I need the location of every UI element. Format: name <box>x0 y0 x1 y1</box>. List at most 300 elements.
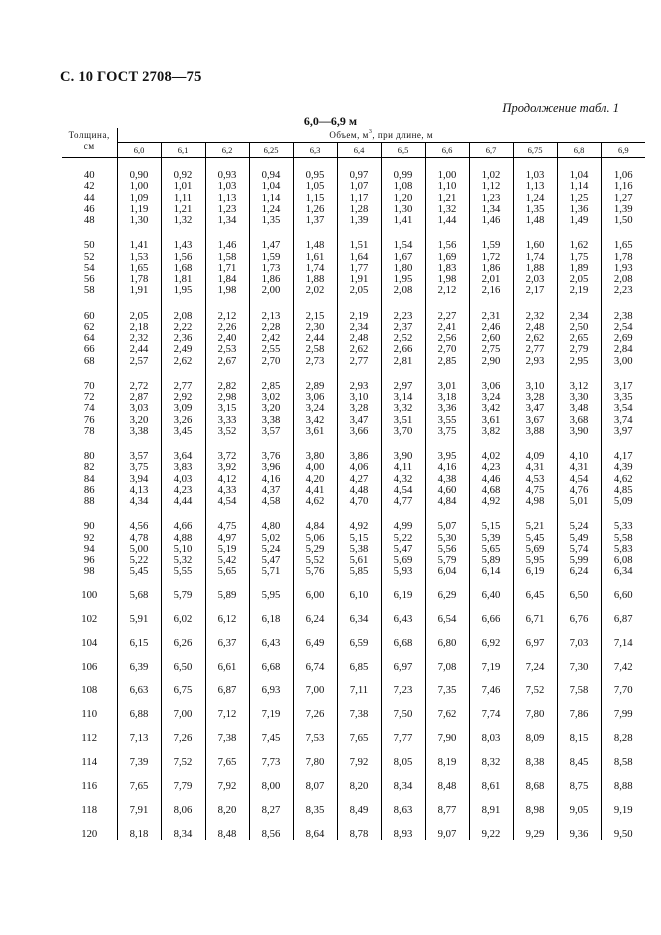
volume-cell: 9,07 <box>425 816 469 840</box>
volume-cell: 6,45 <box>513 578 557 602</box>
volume-cell: 2,77 <box>161 367 205 392</box>
volume-cell: 4,80 <box>249 507 293 532</box>
volume-cell: 4,98 <box>513 496 557 507</box>
volume-cell: 1,88 <box>293 274 337 285</box>
volume-cell: 6,85 <box>337 649 381 673</box>
volume-cell: 8,49 <box>337 792 381 816</box>
volume-cell: 4,31 <box>557 462 601 473</box>
volume-cell: 4,62 <box>293 496 337 507</box>
volume-cell: 1,80 <box>381 263 425 274</box>
volume-cell: 3,00 <box>601 356 645 367</box>
volume-cell: 1,74 <box>513 252 557 263</box>
volume-cell: 7,46 <box>469 673 513 697</box>
table-row <box>62 721 645 745</box>
volume-cell: 2,01 <box>469 274 513 285</box>
volume-cell: 4,02 <box>469 437 513 462</box>
volume-cell: 1,47 <box>249 226 293 251</box>
thickness-cell: 98 <box>62 566 117 577</box>
volume-cell: 1,86 <box>249 274 293 285</box>
table-row <box>62 158 645 182</box>
table-row <box>62 226 645 251</box>
volume-cell: 6,43 <box>381 601 425 625</box>
volume-cell: 1,21 <box>161 204 205 215</box>
volume-cell: 8,09 <box>513 721 557 745</box>
volume-cell: 3,10 <box>337 392 381 403</box>
volume-cell: 1,89 <box>557 263 601 274</box>
volume-cell: 6,43 <box>249 625 293 649</box>
volume-cell: 6,71 <box>513 601 557 625</box>
volume-cell: 6,76 <box>557 601 601 625</box>
volume-cell: 8,27 <box>249 792 293 816</box>
volume-cell: 2,54 <box>601 322 645 333</box>
volume-cell: 5,99 <box>557 555 601 566</box>
volume-cell: 8,48 <box>205 816 249 840</box>
volume-cell: 6,59 <box>337 625 381 649</box>
volume-cell: 1,15 <box>293 193 337 204</box>
volume-cell: 5,38 <box>337 544 381 555</box>
volume-cell: 3,15 <box>205 403 249 414</box>
volume-cell: 3,74 <box>601 415 645 426</box>
volume-cell: 3,97 <box>601 426 645 437</box>
volume-cell: 1,41 <box>129 239 149 252</box>
volume-cell: 4,85 <box>601 485 645 496</box>
length-header-cell: 6,3 <box>293 143 337 158</box>
thickness-cell: 40 <box>62 158 117 182</box>
volume-cell: 1,68 <box>161 263 205 274</box>
volume-header: Объем, $м^3$, при длине, м <box>117 128 645 143</box>
volume-cell: 2,65 <box>557 333 601 344</box>
volume-cell: 1,67 <box>381 252 425 263</box>
volume-cell: 6,75 <box>161 673 205 697</box>
volume-cell: 5,68 <box>129 589 149 602</box>
length-header-row <box>62 143 645 158</box>
volume-cell: 1,30 <box>381 204 425 215</box>
volume-cell: 1,71 <box>205 263 249 274</box>
volume-cell: 1,77 <box>337 263 381 274</box>
volume-cell: 1,32 <box>425 204 469 215</box>
volume-cell: 8,61 <box>469 768 513 792</box>
volume-cell: 9,36 <box>557 816 601 840</box>
volume-cell: 2,56 <box>425 333 469 344</box>
volume-cell: 4,32 <box>381 474 425 485</box>
volume-cell: 7,38 <box>337 697 381 721</box>
volume-cell: 3,32 <box>381 403 425 414</box>
volume-cell: 4,38 <box>425 474 469 485</box>
volume-cell: 1,65 <box>129 261 149 274</box>
volume-cell: 1,56 <box>425 226 469 251</box>
volume-cell: 5,09 <box>601 496 645 507</box>
thickness-header-label: Толщина, <box>68 130 110 140</box>
volume-cell: 7,08 <box>425 649 469 673</box>
volume-cell: 2,49 <box>161 344 205 355</box>
volume-cell: 3,96 <box>249 462 293 473</box>
volume-cell: 2,67 <box>205 356 249 367</box>
volume-cell: 4,75 <box>513 485 557 496</box>
volume-cell: 5,52 <box>293 555 337 566</box>
volume-cell: 1,48 <box>513 215 557 226</box>
volume-cell: 8,64 <box>293 816 337 840</box>
volume-cell: 7,26 <box>161 721 205 745</box>
volume-cell: 6,87 <box>205 673 249 697</box>
length-header-cell: 6,0 <box>117 143 161 158</box>
volume-cell: 8,18 <box>129 827 149 840</box>
table-row <box>62 566 645 577</box>
thickness-cell: 92 <box>62 533 117 544</box>
volume-cell: 2,60 <box>469 333 513 344</box>
volume-cell: 1,69 <box>425 252 469 263</box>
volume-cell: 2,08 <box>381 285 425 296</box>
thickness-cell: 80 <box>62 437 117 462</box>
volume-cell: 1,00 <box>129 180 149 193</box>
volume-cell: 6,10 <box>337 578 381 602</box>
volume-cell: 1,72 <box>469 252 513 263</box>
volume-cell: 1,12 <box>469 181 513 192</box>
table-body <box>62 158 645 840</box>
volume-cell: 4,60 <box>425 485 469 496</box>
volume-cell: 3,75 <box>129 461 149 474</box>
volume-cell: 1,73 <box>249 263 293 274</box>
volume-cell: 1,14 <box>249 193 293 204</box>
volume-cell: 2,12 <box>205 297 249 322</box>
table-row <box>62 215 645 226</box>
volume-cell: 7,13 <box>129 732 149 745</box>
volume-cell: 3,47 <box>337 415 381 426</box>
volume-cell: 5,45 <box>129 565 149 578</box>
volume-cell: 3,57 <box>129 450 149 462</box>
volume-cell: 2,18 <box>129 320 149 333</box>
volume-cell: 1,23 <box>469 193 513 204</box>
volume-cell: 7,77 <box>381 721 425 745</box>
volume-cell: 5,22 <box>381 533 425 544</box>
volume-cell: 4,97 <box>205 533 249 544</box>
volume-cell: 2,05 <box>129 309 149 322</box>
thickness-cell: 76 <box>62 415 117 426</box>
volume-cell: 6,87 <box>601 601 645 625</box>
volume-cell: 2,84 <box>601 344 645 355</box>
volume-cell: 3,76 <box>249 437 293 462</box>
volume-cell: 1,30 <box>129 214 149 226</box>
table-row <box>62 426 645 437</box>
page-header: С. 10 ГОСТ 2708—75 <box>60 69 202 85</box>
volume-cell: 8,91 <box>469 792 513 816</box>
length-header-cell: 6,2 <box>205 143 249 158</box>
volume-cell: 6,04 <box>425 566 469 577</box>
volume-cell: 1,13 <box>205 193 249 204</box>
volume-cell: 5,22 <box>129 554 149 566</box>
volume-cell: 1,81 <box>161 274 205 285</box>
volume-cell: 3,35 <box>601 392 645 403</box>
volume-cell: 2,53 <box>205 344 249 355</box>
volume-cell: 5,56 <box>425 544 469 555</box>
volume-cell: 2,73 <box>293 356 337 367</box>
volume-cell: 2,50 <box>557 322 601 333</box>
thickness-cell: 48 <box>62 215 117 226</box>
volume-cell: 1,50 <box>601 215 645 226</box>
volume-cell: 1,17 <box>337 193 381 204</box>
volume-cell: 5,06 <box>293 533 337 544</box>
volume-cell: 5,45 <box>513 533 557 544</box>
volume-cell: 8,75 <box>557 768 601 792</box>
volume-cell: 5,39 <box>469 533 513 544</box>
volume-cell: 4,70 <box>337 496 381 507</box>
table-row <box>62 578 645 602</box>
thickness-cell: 54 <box>62 263 117 274</box>
volume-cell: 3,94 <box>129 472 149 485</box>
volume-cell: 2,40 <box>205 333 249 344</box>
length-header-cell: 6,8 <box>557 143 601 158</box>
volume-cell: 8,88 <box>601 768 645 792</box>
volume-cell: 8,20 <box>205 792 249 816</box>
volume-cell: 7,99 <box>601 697 645 721</box>
volume-cell: 3,36 <box>425 403 469 414</box>
volume-cell: 1,51 <box>337 226 381 251</box>
volume-cell: 7,19 <box>249 697 293 721</box>
table-row <box>62 507 645 532</box>
volume-cell: 4,00 <box>293 462 337 473</box>
volume-cell: 5,83 <box>601 544 645 555</box>
volume-cell: 6,50 <box>557 578 601 602</box>
volume-cell: 2,17 <box>513 285 557 296</box>
volume-cell: 1,49 <box>557 215 601 226</box>
volume-cell: 6,29 <box>425 578 469 602</box>
volume-cell: 3,57 <box>249 426 293 437</box>
thickness-cell: 78 <box>62 426 117 437</box>
volume-cell: 7,03 <box>557 625 601 649</box>
volume-cell: 1,75 <box>557 252 601 263</box>
volume-cell: 7,90 <box>425 721 469 745</box>
volume-cell: 1,23 <box>205 204 249 215</box>
volume-cell: 1,95 <box>161 285 205 296</box>
volume-cell: 1,48 <box>293 226 337 251</box>
volume-cell: 2,28 <box>249 322 293 333</box>
volume-cell: 2,90 <box>469 356 513 367</box>
volume-cell: 5,58 <box>601 533 645 544</box>
volume-cell: 1,03 <box>205 181 249 192</box>
volume-cell: 1,95 <box>381 274 425 285</box>
thickness-cell: 68 <box>62 356 117 367</box>
volume-cell: 5,02 <box>249 533 293 544</box>
volume-cell: 5,19 <box>205 544 249 555</box>
volume-cell: 1,11 <box>161 193 205 204</box>
thickness-cell: 74 <box>62 403 117 414</box>
volume-cell: 5,79 <box>425 555 469 566</box>
volume-cell: 2,92 <box>161 392 205 403</box>
volume-cell: 1,36 <box>557 204 601 215</box>
volume-cell: 2,46 <box>469 322 513 333</box>
volume-cell: 1,91 <box>337 274 381 285</box>
volume-cell: 2,42 <box>249 333 293 344</box>
volume-cell: 1,32 <box>161 215 205 226</box>
volume-cell: 3,28 <box>513 392 557 403</box>
volume-cell: 3,33 <box>205 415 249 426</box>
volume-cell: 7,38 <box>205 721 249 745</box>
volume-cell: 2,08 <box>601 274 645 285</box>
volume-cell: 1,62 <box>557 226 601 251</box>
volume-cell: 4,78 <box>129 531 149 544</box>
volume-cell: 2,55 <box>249 344 293 355</box>
volume-cell: 5,15 <box>469 507 513 532</box>
volume-cell: 3,42 <box>469 403 513 414</box>
volume-cell: 1,58 <box>205 252 249 263</box>
volume-cell: 0,94 <box>249 158 293 182</box>
volume-cell: 8,19 <box>425 744 469 768</box>
volume-cell: 6,08 <box>601 555 645 566</box>
volume-cell: 5,10 <box>161 544 205 555</box>
volume-cell: 5,32 <box>161 555 205 566</box>
thickness-column-header <box>62 128 117 158</box>
volume-cell: 2,62 <box>337 344 381 355</box>
volume-cell: 3,26 <box>161 415 205 426</box>
volume-cell: 4,54 <box>381 485 425 496</box>
volume-cell: 4,68 <box>469 485 513 496</box>
volume-cell: 7,14 <box>601 625 645 649</box>
thickness-cell: 42 <box>62 181 117 192</box>
volume-cell: 2,15 <box>293 297 337 322</box>
volume-cell: 1,25 <box>557 193 601 204</box>
table-row <box>62 437 645 462</box>
length-header-cell: 6,4 <box>337 143 381 158</box>
volume-cell: 1,35 <box>513 204 557 215</box>
volume-cell: 1,41 <box>381 215 425 226</box>
volume-cell: 4,37 <box>249 485 293 496</box>
volume-cell: 8,34 <box>381 768 425 792</box>
volume-cell: 0,95 <box>293 158 337 182</box>
volume-cell: 7,62 <box>425 697 469 721</box>
thickness-cell: 70 <box>62 367 117 392</box>
volume-cell: 4,31 <box>513 462 557 473</box>
volume-cell: 4,92 <box>337 507 381 532</box>
length-range-title: 6,0—6,9 м <box>303 114 358 128</box>
table-header <box>62 128 645 158</box>
volume-cell: 1,88 <box>513 263 557 274</box>
volume-cell: 3,70 <box>381 426 425 437</box>
volume-cell: 1,39 <box>337 215 381 226</box>
thickness-cell: 58 <box>62 285 117 296</box>
volume-cell: 3,92 <box>205 462 249 473</box>
volume-cell: 8,98 <box>513 792 557 816</box>
thickness-cell: 100 <box>62 578 117 602</box>
volume-cell: 1,03 <box>513 158 557 182</box>
volume-cell: 3,68 <box>557 415 601 426</box>
volume-cell: 7,79 <box>161 768 205 792</box>
thickness-cell: 72 <box>62 392 117 403</box>
volume-cell: 2,77 <box>337 356 381 367</box>
volume-cell: 2,62 <box>513 333 557 344</box>
volume-cell: 9,22 <box>469 816 513 840</box>
volume-cell: 2,22 <box>161 322 205 333</box>
volume-cell: 4,54 <box>557 474 601 485</box>
volume-cell: 5,42 <box>205 555 249 566</box>
volume-cell: 3,52 <box>205 426 249 437</box>
volume-cell: 5,65 <box>469 544 513 555</box>
volume-cell: 7,45 <box>249 721 293 745</box>
volume-cell: 2,69 <box>601 333 645 344</box>
volume-cell: 6,49 <box>293 625 337 649</box>
volume-cell: 4,77 <box>381 496 425 507</box>
volume-cell: 2,31 <box>469 297 513 322</box>
volume-cell: 2,72 <box>129 379 149 392</box>
volume-cell: 1,26 <box>293 204 337 215</box>
thickness-cell: 56 <box>62 274 117 285</box>
volume-cell: 1,02 <box>469 158 513 182</box>
volume-cell: 6,97 <box>381 649 425 673</box>
volume-cell: 2,38 <box>601 297 645 322</box>
table-row <box>62 356 645 367</box>
volume-cell: 7,50 <box>381 697 425 721</box>
volume-cell: 5,74 <box>557 544 601 555</box>
volume-cell: 2,34 <box>337 322 381 333</box>
volume-cell: 8,63 <box>381 792 425 816</box>
volume-cell: 6,88 <box>129 708 149 721</box>
volume-cell: 8,07 <box>293 768 337 792</box>
volume-cell: 3,38 <box>249 415 293 426</box>
volume-cell: 3,72 <box>205 437 249 462</box>
volume-cell: 4,12 <box>205 474 249 485</box>
volume-cell: 2,89 <box>293 367 337 392</box>
volume-cell: 2,27 <box>425 297 469 322</box>
volume-cell: 4,39 <box>601 462 645 473</box>
volume-cell: 1,09 <box>129 191 149 204</box>
volume-cell: 4,88 <box>161 533 205 544</box>
volume-cell: 2,44 <box>129 343 149 356</box>
table-row <box>62 649 645 673</box>
volume-cell: 7,42 <box>601 649 645 673</box>
volume-cell: 3,83 <box>161 462 205 473</box>
table-row <box>62 816 645 840</box>
volume-cell: 3,28 <box>337 403 381 414</box>
volume-cell: 3,64 <box>161 437 205 462</box>
volume-cell: 7,00 <box>293 673 337 697</box>
volume-cell: 6,19 <box>513 566 557 577</box>
volume-cell: 4,54 <box>205 496 249 507</box>
volume-cell: 2,82 <box>205 367 249 392</box>
volume-cell: 4,34 <box>129 495 149 507</box>
volume-cell: 7,23 <box>381 673 425 697</box>
volume-cell: 7,91 <box>129 803 149 816</box>
volume-cell: 1,78 <box>129 273 149 285</box>
volume-cell: 6,24 <box>557 566 601 577</box>
volume-cell: 2,36 <box>161 333 205 344</box>
volume-cell: 5,93 <box>381 566 425 577</box>
thickness-cell: 50 <box>62 226 117 251</box>
volume-cell: 9,29 <box>513 816 557 840</box>
volume-cell: 2,62 <box>161 356 205 367</box>
volume-cell: 5,24 <box>249 544 293 555</box>
volume-cell: 6,60 <box>601 578 645 602</box>
volume-cell: 7,74 <box>469 697 513 721</box>
volume-cell: 3,10 <box>513 367 557 392</box>
volume-cell: 1,04 <box>557 158 601 182</box>
volume-cell: 4,66 <box>161 507 205 532</box>
volume-cell: 4,84 <box>425 496 469 507</box>
volume-cell: 1,59 <box>469 226 513 251</box>
volume-cell: 4,10 <box>557 437 601 462</box>
volume-cell: 4,27 <box>337 474 381 485</box>
volume-cell: 2,44 <box>293 333 337 344</box>
volume-cell: 1,34 <box>469 204 513 215</box>
volume-cell: 2,23 <box>381 297 425 322</box>
volume-cell: 3,01 <box>425 367 469 392</box>
volume-cell: 3,90 <box>557 426 601 437</box>
volume-cell: 1,20 <box>381 193 425 204</box>
thickness-cell: 104 <box>62 625 117 649</box>
volume-cell: 6,68 <box>381 625 425 649</box>
thickness-cell: 86 <box>62 485 117 496</box>
volume-cell: 7,80 <box>513 697 557 721</box>
volume-cell: 5,89 <box>205 578 249 602</box>
volume-cell: 3,17 <box>601 367 645 392</box>
volume-cell: 8,68 <box>513 768 557 792</box>
